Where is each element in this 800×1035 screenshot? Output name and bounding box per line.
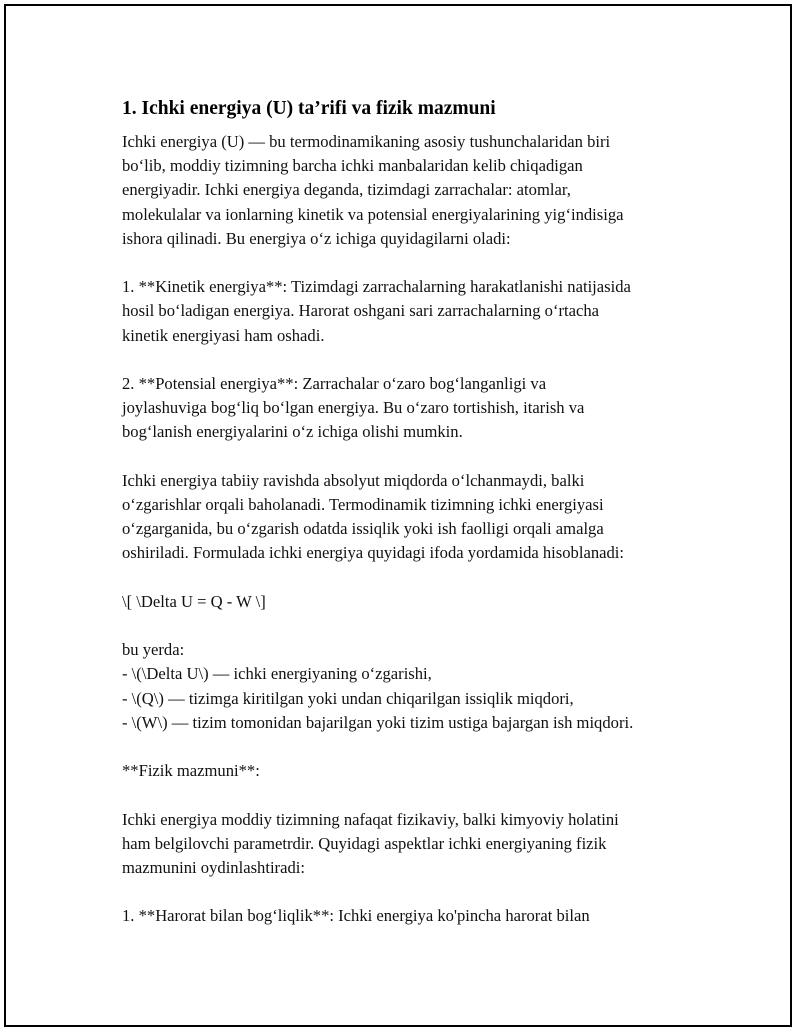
text-line: mazmunini oydinlashtiradi: (122, 857, 305, 877)
text-line: joylashuviga bog‘liq bo‘lgan energiya. Bu o‘zaro tortishish, itarish va (122, 398, 585, 418)
text-line: Ichki energiya moddiy tizimning nafaqat fizikaviy, balki kimyoviy holatini (122, 809, 619, 829)
text-line: ishora qilinadi. Bu energiya o‘z ichiga quyidagilarni oladi: (122, 228, 511, 248)
paragraph-formula (122, 590, 722, 614)
text-line: hosil bo‘ladigan energiya. Harorat oshgani sari zarrachalarning o‘rtacha (122, 301, 600, 321)
text-line: 1. **Kinetik energiya**: Tizimdagi zarrachalarning harakatlanishi natijasida (122, 277, 631, 297)
text-line: oshiriladi. Formulada ichki energiya quyidagi ifoda yordamida hisoblanadi: (122, 543, 625, 563)
text-line: Ichki energiya tabiiy ravishda absolyut miqdorda o‘lchanmaydi, balki (122, 470, 585, 490)
text-line: 1. **Harorat bilan bog‘liqlik**: Ichki energiya ko'pincha harorat bilan (122, 906, 590, 926)
text-line: ham belgilovchi parametrdir. Quyidagi aspektlar ichki energiyaning fizik (122, 833, 607, 853)
list-item: - \(Q\) — tizimga kiritilgan yoki undan chiqarilgan issiqlik miqdori, (122, 688, 574, 708)
section-heading: 1. Ichki energiya (U) ta’rifi va fizik mazmuni (122, 98, 496, 119)
paragraph-definitions-list (122, 638, 722, 735)
paragraph-physical-meaning-title (122, 759, 722, 783)
paragraph-temperature-relation (122, 904, 722, 928)
paragraph-definition (122, 130, 722, 251)
text-line: **Fizik mazmuni**: (122, 761, 260, 781)
paragraph-kinetic-energy (122, 275, 722, 348)
document-body (122, 96, 722, 953)
text-line: energiyadir. Ichki energiya deganda, tizimdagi zarrachalar: atomlar, (122, 180, 571, 200)
paragraph-potential-energy (122, 372, 722, 445)
document-page (4, 4, 792, 1027)
text-line: bu yerda: (122, 640, 185, 660)
text-line: bog‘lanish energiyalarini o‘z ichiga olishi mumkin. (122, 422, 463, 442)
text-line: o‘zgarishlar orqali baholanadi. Termodinamik tizimning ichki energiyasi (122, 495, 604, 514)
text-line: 2. **Potensial energiya**: Zarrachalar o‘zaro bog‘langanligi va (122, 374, 547, 393)
list-item: - \(W\) — tizim tomonidan bajarilgan yoki tizim ustiga bajargan ish miqdori. (122, 712, 634, 732)
text-line: molekulalar va ionlarning kinetik va potensial energiyalarining yig‘indisiga (122, 204, 624, 224)
text-line: o‘zgarganida, bu o‘zgarish odatda issiqlik yoki ish faolligi orqali amalga (122, 519, 604, 539)
paragraph-measurement (122, 469, 722, 566)
text-line: bo‘lib, moddiy tizimning barcha ichki manbalaridan kelib chiqadigan (122, 156, 583, 176)
paragraph-physical-meaning (122, 808, 722, 881)
text-line: kinetik energiyasi ham oshadi. (122, 325, 325, 345)
formula-line: \[ \Delta U = Q - W \] (122, 591, 266, 611)
list-item: - \(\Delta U\) — ichki energiyaning o‘zgarishi, (122, 664, 432, 684)
text-line: Ichki energiya (U) — bu termodinamikaning asosiy tushunchalaridan biri (122, 132, 611, 151)
